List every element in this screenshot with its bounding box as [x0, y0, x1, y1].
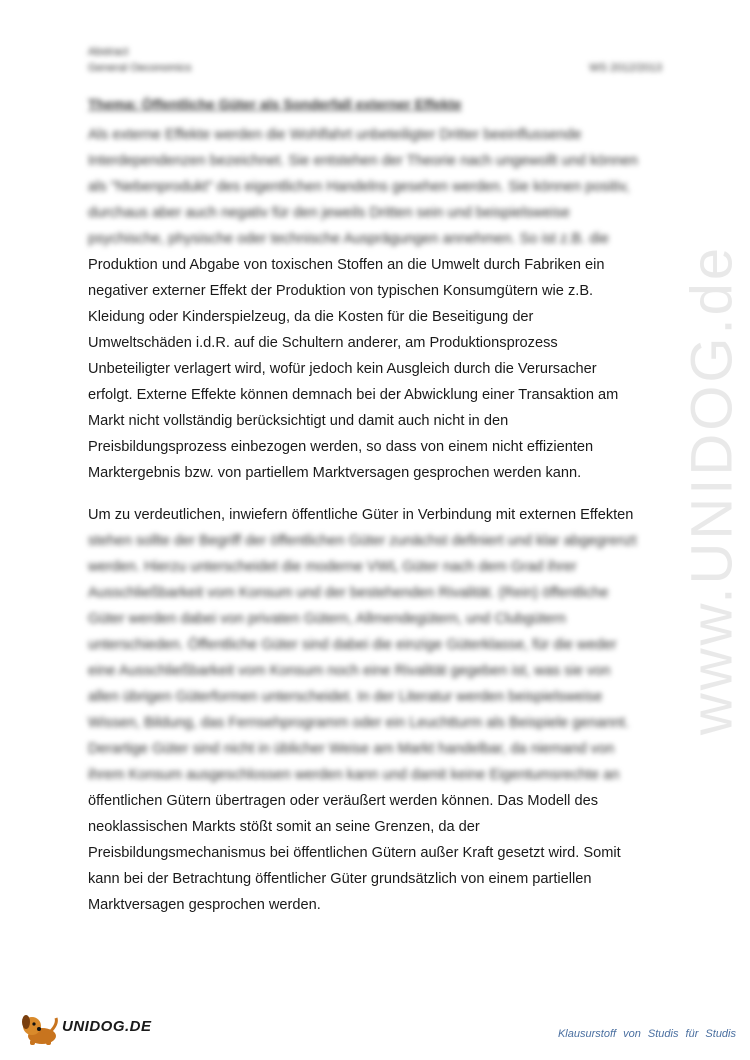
text-line: Interdependenzen bezeichnet. Sie entstehen der Theorie nach ungewollt und können	[88, 153, 638, 169]
text-line: erfolgt. Externe Effekte können demnach bei der Abwicklung einer Transaktion am	[88, 387, 619, 403]
text-line: Als externe Effekte werden die Wohlfahrt unbeteiligter Dritter beeinflussende	[88, 127, 582, 143]
text-line: psychische, physische oder technische Ausprägungen annehmen. So ist z.B. die	[88, 231, 609, 247]
dog-icon	[20, 1010, 62, 1046]
text-line: Kleidung oder Kinderspielzeug, da die Kosten für die Beseitigung der	[88, 309, 534, 325]
text-line: Ausschließbarkeit vom Konsum und der bestehenden Rivalität. (Rein) öffentliche	[88, 585, 609, 601]
text-line: neoklassischen Markts stößt somit an seine Grenzen, da der	[88, 819, 480, 835]
semester-label: WS 2012/2013	[589, 62, 662, 74]
doc-type-label: Abstract	[88, 46, 129, 58]
text-line: als "Nebenprodukt" des eigentlichen Handelns gesehen werden. Sie können positiv,	[88, 179, 630, 195]
text-line: Markt nicht vollständig berücksichtigt und damit auch nicht in den	[88, 413, 509, 429]
text-line: Preisbildungsmechanismus bei öffentlichen Gütern außer Kraft gesetzt wird. Somit	[88, 845, 621, 861]
text-line: Preisbildungsprozess einbezogen werden, so dass von einem nicht effizienten	[88, 439, 594, 455]
paragraph-2	[88, 502, 668, 918]
text-line: Umweltschäden i.d.R. auf die Schultern anderer, am Produktionsprozess	[88, 335, 558, 351]
text-line: Marktergebnis bzw. von partiellem Marktversagen gesprochen werden kann.	[88, 465, 582, 481]
text-line: Unbeteiligter verlagert wird, wofür jedoch kein Ausgleich durch die Verursacher	[88, 361, 597, 377]
text-line: kann bei der Betrachtung öffentlicher Güter grundsätzlich von einem partiellen	[88, 871, 592, 887]
text-line: Derartige Güter sind nicht in üblicher Weise am Markt handelbar, da niemand von	[88, 741, 615, 757]
text-line: werden. Hierzu unterscheidet die moderne VWL Güter nach dem Grad ihrer	[88, 559, 577, 575]
text-line: allen übrigen Güterformen unterscheidet. In der Literatur werden beispielsweise	[88, 689, 603, 705]
unidog-logo	[20, 1010, 170, 1046]
text-line: Produktion und Abgabe von toxischen Stoffen an die Umwelt durch Fabriken ein	[88, 257, 605, 273]
text-line: Um zu verdeutlichen, inwiefern öffentliche Güter in Verbindung mit externen Effekten	[88, 507, 634, 523]
text-line: Güter werden dabei von privaten Gütern, Allmendegütern, und Clubgütern	[88, 611, 566, 627]
text-line: negativer externer Effekt der Produktion von typischen Konsumgütern wie z.B.	[88, 283, 594, 299]
text-line: unterschieden. Öffentliche Güter sind dabei die einzige Güterklasse, für die weder	[88, 637, 617, 653]
text-line: stehen sollte der Begriff der öffentlichen Güter zunächst definiert und klar abgegrenzt	[88, 533, 637, 549]
footer-tagline: Klausurstoff von Studis für Studis	[557, 1028, 736, 1040]
document-header-left	[88, 44, 191, 76]
watermark-text: www.UNIDOG.de	[679, 244, 745, 736]
logo-text: UNIDOG.DE	[62, 1018, 152, 1035]
text-line: öffentlichen Gütern übertragen oder veräußert werden können. Das Modell des	[88, 793, 599, 809]
text-line: durchaus aber auch negativ für den jeweils Dritten sein und beispielsweise	[88, 205, 570, 221]
text-line: Wissen, Bildung, das Fernsehprogramm oder ein Leuchtturm als Beispiele genannt.	[88, 715, 630, 731]
paragraph-1	[88, 122, 668, 486]
text-line: Marktversagen gesprochen werden.	[88, 897, 321, 913]
document-title: Thema: Öffentliche Güter als Sonderfall externer Effekte	[88, 96, 462, 112]
text-line: eine Ausschließbarkeit vom Konsum noch eine Rivalität gegeben ist, was sie von	[88, 663, 611, 679]
course-label: General Oeconomics	[88, 62, 192, 74]
text-line: ihrem Konsum ausgeschlossen werden kann und damit keine Eigentumsrechte an	[88, 767, 620, 783]
